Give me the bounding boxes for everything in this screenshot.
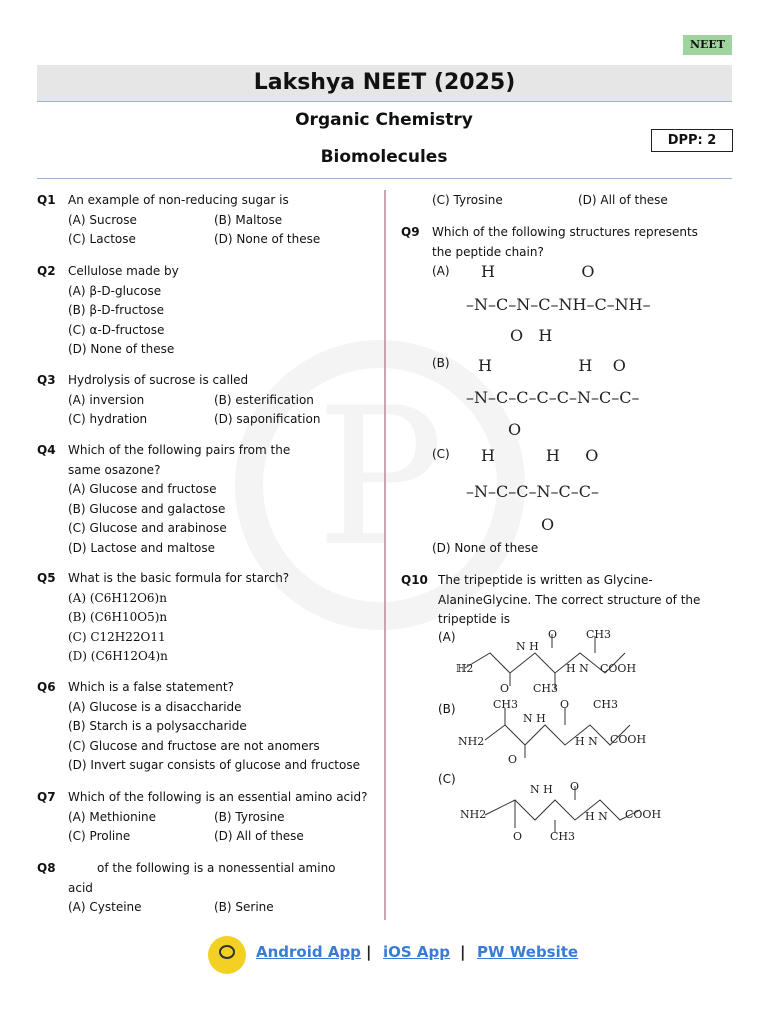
question-text: Which of the following structures represents the peptide chain? (432, 225, 698, 259)
question-6 (37, 678, 377, 776)
column-divider (384, 190, 386, 920)
question-number: Q1 (37, 193, 56, 207)
structure-c: –N–C–C–N–C–C– (466, 482, 599, 501)
question-text: Which is a false statement? (68, 680, 234, 694)
option-b: (B) esterification (214, 392, 314, 407)
question-10 (401, 571, 701, 630)
question-text: Which of the following pairs from the same osazone? (68, 443, 291, 477)
question-text: Cellulose made by (68, 264, 179, 278)
option-a: (A) Methionine (68, 809, 157, 824)
option-d: (D) (C6H12O4)n (68, 649, 168, 663)
android-app-link[interactable]: Android App (256, 943, 361, 961)
question-8-continued (432, 191, 732, 211)
option-c: (C) Glucose and arabinose (68, 521, 227, 535)
option-c-label: (C) (432, 447, 450, 461)
option-c: (C) Lactose (68, 232, 136, 246)
option-c: (C) α-D-fructose (68, 322, 165, 337)
option-a: (A) (C6H12O6)n (68, 590, 167, 605)
question-text: of the following is a nonessential amino (97, 861, 336, 875)
question-3 (37, 371, 377, 430)
question-number: Q10 (401, 573, 428, 587)
option-d: (D) All of these (578, 193, 668, 207)
neet-badge: NEET (683, 35, 732, 55)
structure-a-bottom: O H (510, 326, 553, 345)
tripeptide-structure-a (455, 628, 675, 698)
structure-c-top: H H O (481, 446, 599, 465)
option-d: (D) saponification (214, 412, 321, 426)
question-5 (37, 569, 377, 667)
option-a-label: (A) (438, 630, 456, 644)
option-a: (A) Sucrose (68, 212, 137, 227)
chapter-heading: Biomolecules (320, 147, 448, 167)
option-d: (D) None of these (432, 541, 539, 555)
question-text: The tripeptide is written as Glycine-AlanineGlycine. The correct structure of the tripeptide is (438, 573, 701, 626)
structure-b-bottom: O (508, 420, 522, 439)
structure-b-top: H H O (478, 356, 626, 375)
separator: | (460, 943, 466, 961)
question-text: What is the basic formula for starch? (68, 571, 290, 585)
structure-c-bottom: O (541, 515, 555, 534)
option-d: (D) Lactose and maltose (68, 540, 215, 555)
question-1 (37, 191, 377, 250)
option-c: (C) hydration (68, 412, 148, 426)
question-text-cont: acid (68, 880, 93, 895)
question-2 (37, 262, 377, 360)
option-c: (C) Tyrosine (432, 193, 503, 207)
question-number: Q4 (37, 443, 56, 457)
option-c-label: (C) (438, 772, 456, 786)
question-number: Q7 (37, 790, 56, 804)
option-b: (B) Starch is a polysaccharide (68, 719, 247, 733)
question-number: Q8 (37, 861, 56, 875)
option-a-label: (A) (432, 264, 450, 278)
option-a: (A) β-D-glucose (68, 283, 162, 298)
question-text: Which of the following is an essential amino acid? (68, 790, 368, 804)
question-number: Q3 (37, 373, 56, 387)
question-7 (37, 788, 377, 847)
pw-website-link[interactable]: PW Website (477, 943, 579, 961)
customer-service-icon (208, 936, 246, 974)
subject-heading: Organic Chemistry (295, 110, 473, 130)
structure-b: –N–C–C–C–C–N–C–C– (466, 388, 640, 407)
option-b: (B) (C6H10O5)n (68, 610, 168, 624)
option-b-label: (B) (432, 356, 450, 370)
option-d: (D) None of these (68, 342, 175, 356)
option-b: (B) Glucose and galactose (68, 501, 226, 516)
question-number: Q5 (37, 571, 56, 585)
option-a: (A) Cysteine (68, 900, 142, 914)
option-d: (D) Invert sugar consists of glucose and fructose (68, 758, 360, 772)
question-number: Q2 (37, 264, 56, 278)
question-text: An example of non-reducing sugar is (68, 193, 289, 207)
question-4 (37, 441, 297, 558)
question-number: Q6 (37, 680, 56, 694)
question-9 (401, 223, 701, 262)
page-title: Lakshya NEET (2025) (37, 65, 732, 102)
option-a: (A) inversion (68, 392, 145, 407)
option-d: (D) None of these (214, 232, 321, 246)
question-8 (37, 859, 377, 918)
question-number: Q9 (401, 225, 420, 239)
option-b: (B) Serine (214, 900, 274, 914)
option-a: (A) Glucose and fructose (68, 482, 217, 496)
dpp-box: DPP: 2 (651, 129, 733, 152)
option-b: (B) β-D-fructose (68, 303, 165, 317)
structure-a: –N–C–N–C–NH–C–NH– (466, 295, 651, 314)
option-b: (B) Maltose (214, 212, 283, 227)
option-b-label: (B) (438, 702, 456, 716)
ios-app-link[interactable]: iOS App (383, 943, 451, 961)
option-c: (C) Proline (68, 829, 131, 843)
divider (37, 178, 732, 179)
question-text: Hydrolysis of sucrose is called (68, 373, 249, 387)
option-d: (D) All of these (214, 829, 304, 843)
option-a: (A) Glucose is a disaccharide (68, 699, 242, 714)
option-c: (C) C12H22O11 (68, 629, 166, 644)
separator: | (366, 943, 372, 961)
option-b: (B) Tyrosine (214, 809, 285, 824)
structure-a-top: H O (481, 262, 595, 281)
option-c: (C) Glucose and fructose are not anomers (68, 738, 320, 753)
